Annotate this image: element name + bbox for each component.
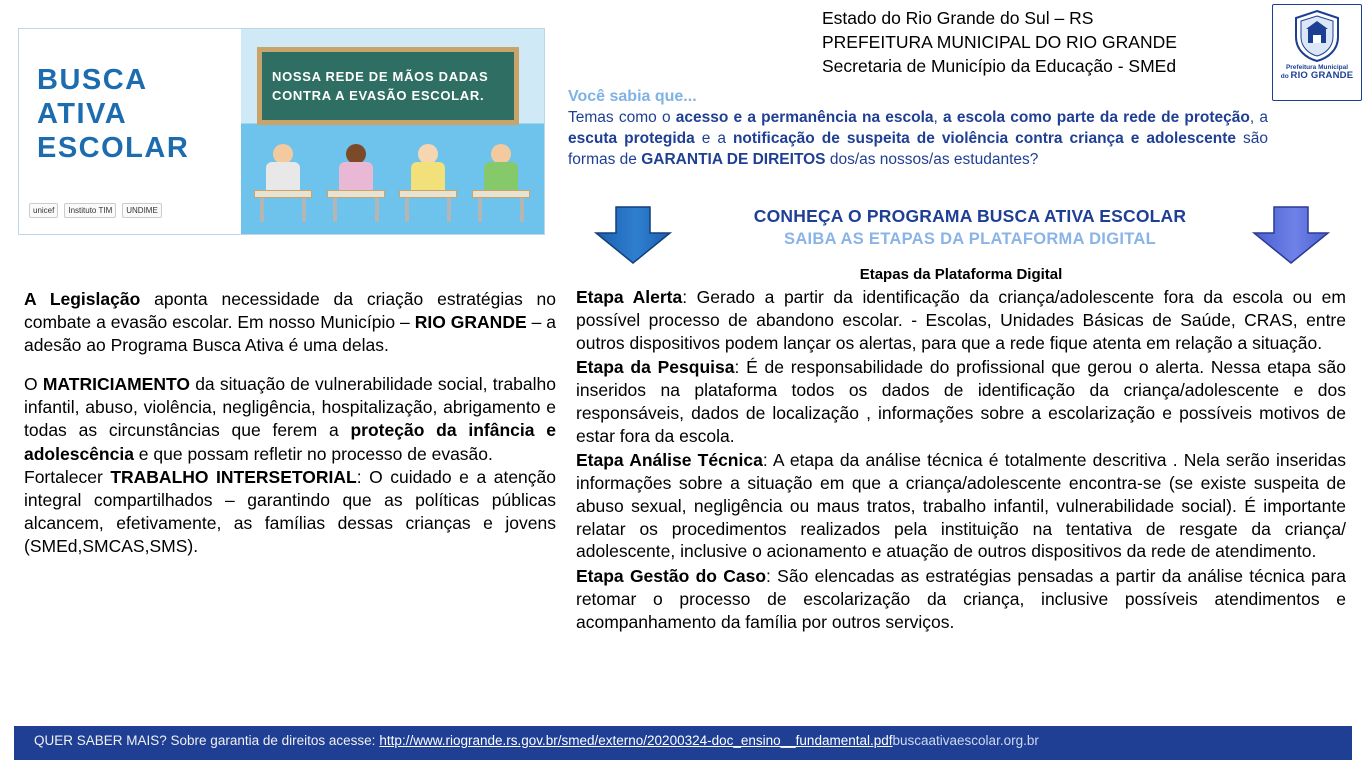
crest-caption-line3: RIO GRANDE <box>1290 70 1354 82</box>
etapa-analise-text: : A etapa da análise técnica é totalmente descritiva . Nela serão inseridas informações sobre a situação em que a criança/adolescente encontra-se (se existe suspeita de abuso sexual, negligência ou maus tratos, trabalho infantil, vulnerabilidade social). É importante relatar os procedimentos realizados pela instituição na tentativa de resgate da criança/ adolescente, inclusive o acionamento e atuação de outros dispositivos da rede de atendimento. <box>576 450 1346 562</box>
intersetorial-bold: TRABALHO INTERSETORIAL <box>110 466 357 487</box>
legislacao-bold: A Legislação <box>24 289 141 309</box>
etapa-alerta-text: : Gerado a partir da identificação da criança/adolescente fora da escola ou em possível processo de abandono escolar. - Escolas, Unidades Básicas de Saúde, CRAS, entre outros dispositivos podem lançar os alertas, para que a rede fique atenta em relação a situação. <box>576 287 1346 353</box>
chalkboard-line2: CONTRA A EVASÃO ESCOLAR. <box>272 88 485 103</box>
etapa-gestao-text: : São elencadas as estratégias pensadas a partir da análise técnica para retomar o processo de escolarização da criança, inclusive possíveis atendimentos e acompanhamento da família por outros serviços. <box>576 566 1346 632</box>
student-figure <box>472 140 530 228</box>
students-illustration <box>247 136 537 228</box>
did-you-know-block <box>568 86 1268 171</box>
partner-logos <box>29 195 234 225</box>
logo-line-ativa: ATIVA <box>37 97 128 130</box>
shield-icon <box>1292 9 1342 63</box>
busca-ativa-banner-image <box>18 28 545 235</box>
matriciamento-text-end: e que possam refletir no processo de evasão. <box>133 443 493 464</box>
sabia-text-2: , <box>933 108 944 126</box>
student-figure <box>254 140 312 228</box>
etapa-pesquisa-name: Etapa da Pesquisa <box>576 357 735 378</box>
legislacao-text: aponta necessidade da criação estratégias no combate a evasão escolar. Em nosso Município – <box>24 289 556 333</box>
crest-caption <box>1281 64 1353 82</box>
footer-link[interactable]: http://www.riogrande.rs.gov.br/smed/externo/20200324-doc_ensino__fundamental.pdf <box>379 732 893 748</box>
footer-bottom-strip <box>14 754 1352 760</box>
sabia-bold-1: acesso e a permanência na escola <box>675 108 934 126</box>
rio-grande-bold: RIO GRANDE <box>414 312 527 333</box>
fortalecer-pre: Fortalecer <box>24 466 111 487</box>
matriciamento-text: da situação de vulnerabilidade social, trabalho infantil, abuso, violência, negligência, hospitalização, abrigamento e todas as circunstâncias que ferem a <box>24 374 556 441</box>
logo-line-busca: BUSCA <box>37 63 148 96</box>
chalkboard-line1: NOSSA REDE DE MÃOS DADAS <box>272 68 489 84</box>
sabia-bold-4: notificação de suspeita de violência contra criança e adolescente <box>732 129 1236 147</box>
etapas-heading: Etapas da Plataforma Digital <box>859 266 1063 283</box>
etapa-analise-name: Etapa Análise Técnica <box>576 450 763 471</box>
crest-caption-line1: Prefeitura Municipal <box>1285 64 1349 71</box>
partner-logo-undime: UNDIME <box>122 203 162 218</box>
matriciamento-bold: MATRICIAMENTO <box>42 374 190 395</box>
header-line-state: Estado do Rio Grande do Sul – RS <box>822 8 1094 28</box>
partner-logo-instituto-tim: Instituto TIM <box>64 203 116 218</box>
logo-line-escolar: ESCOLAR <box>37 132 190 165</box>
etapa-item <box>576 565 1346 633</box>
paragraph-legislacao <box>24 288 556 357</box>
paragraph-matriciamento <box>24 373 556 465</box>
legislacao-text-end: – a adesão ao Programa Busca Ativa é uma delas. <box>24 312 556 356</box>
etapa-pesquisa-text: : É de responsabilidade do profissional que gerou o alerta. Nessa etapa são inseridos na plataforma todos os dados de identificação da criança/adolescente e dos responsáveis, dados de localização , informações sobre a escolarização e possíveis motivos de estar fora da escola. <box>576 357 1346 446</box>
header-line-city: PREFEITURA MUNICIPAL DO RIO GRANDE <box>822 32 1177 53</box>
down-arrow-right-icon <box>1248 205 1334 267</box>
footer-bar <box>14 726 1352 754</box>
did-you-know-title: Você sabia que... <box>568 88 697 105</box>
sabia-bold-2: a escola como parte da rede de proteção <box>943 108 1250 126</box>
sabia-text-4: e a <box>694 129 733 147</box>
sabia-bold-5: GARANTIA DE DIREITOS <box>641 150 826 168</box>
protecao-bold: proteção da infância e adolescência <box>24 420 556 464</box>
footer-tail-text: buscaativaescolar.org.br <box>892 732 1039 748</box>
program-title: CONHEÇA O PROGRAMA BUSCA ATIVA ESCOLAR <box>753 206 1187 226</box>
institution-header <box>822 6 1262 78</box>
etapa-item <box>576 286 1346 354</box>
student-figure <box>399 140 457 228</box>
partner-logo-unicef: unicef <box>29 203 58 218</box>
city-crest-logo <box>1272 4 1362 101</box>
etapa-item <box>576 356 1346 447</box>
etapa-gestao-name: Etapa Gestão do Caso <box>576 566 767 586</box>
banner-logo-area <box>19 29 241 234</box>
program-subtitle: SAIBA AS ETAPAS DA PLATAFORMA DIGITAL <box>784 230 1156 248</box>
sabia-text-3: , a <box>1249 108 1268 126</box>
paragraph-intersetorial <box>24 466 556 558</box>
student-figure <box>327 140 385 228</box>
left-text-column <box>24 288 556 574</box>
chalkboard <box>257 47 519 125</box>
sabia-text-1: Temas como o <box>568 108 676 126</box>
sabia-text-5: são formas de <box>568 129 1268 168</box>
etapa-item <box>576 449 1346 563</box>
busca-ativa-logo <box>29 39 231 189</box>
footer-lead-text: QUER SABER MAIS? Sobre garantia de direitos acesse: <box>34 732 376 748</box>
matriciamento-pre: O <box>24 374 43 395</box>
sabia-bold-3: escuta protegida <box>568 129 695 147</box>
down-arrow-left-icon <box>590 205 676 267</box>
etapa-alerta-name: Etapa Alerta <box>576 287 683 307</box>
header-line-department: Secretaria de Município da Educação - SMEd <box>822 56 1177 77</box>
crest-caption-line2: do <box>1280 73 1289 81</box>
etapas-list <box>576 286 1346 726</box>
sabia-text-6: dos/as nossos/as estudantes? <box>825 150 1039 168</box>
intersetorial-text: : O cuidado e a atenção integral compartilhados – garantindo que as políticas públicas alcancem, efetivamente, as famílias dessas crianças e jovens (SMEd,SMCAS,SMS). <box>24 466 557 556</box>
banner-illustration <box>241 29 544 234</box>
